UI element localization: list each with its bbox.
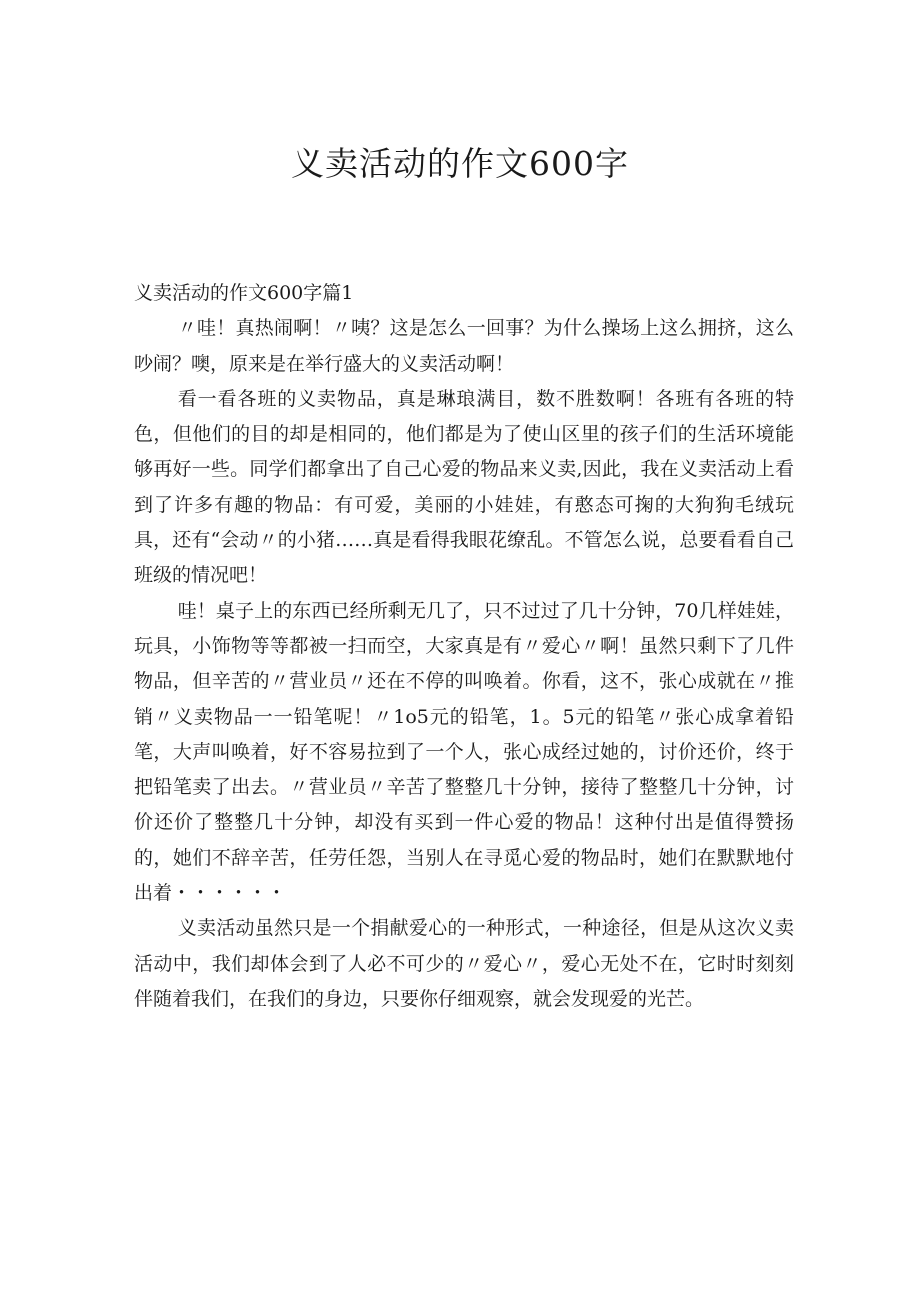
paragraph-1: 〃哇！真热闹啊！〃咦？这是怎么一回事？为什么操场上这么拥挤，这么吵闹？噢，原来是在举行盛大的义卖活动啊！ xyxy=(134,317,794,375)
paragraph-3: 哇！桌子上的东西已经所剩无几了，只不过过了几十分钟，70几样娃娃，玩具，小饰物等等都被一扫而空，大家真是有〃爱心〃啊！虽然只剩下了几件物品，但辛苦的〃营业员〃还在不停的叫唤着。你看，这不，张心成就在〃推销〃义卖物品一一铅笔呢！〃1o5元的铅笔，1。5元的铅笔〃张心成拿着铅笔，大声叫唤着，好不容易拉到了一个人，张心成经过她的，讨价还价，终于把铅笔卖了出去。〃营业员〃辛苦了整整几十分钟，接待了整整几十分钟，讨价还价了整整几十分钟，却没有买到一件心爱的物品！这种付出是值得赞扬的，她们不辞辛苦，任劳任怨，当别人在寻觅心爱的物品时，她们在默默地付出着・・・・・・ xyxy=(134,599,794,905)
paragraph-2: 看一看各班的义卖物品，真是琳琅满目，数不胜数啊！各班有各班的特色，但他们的目的却是相同的，他们都是为了使山区里的孩子们的生活环境能够再好一些。同学们都拿出了自己心爱的物品来义卖,因此，我在义卖活动上看到了许多有趣的物品：有可爱，美丽的小娃娃，有憨态可掬的大狗狗毛绒玩具，还有“会动〃的小猪……真是看得我眼花缭乱。不管怎么说，总要看看自己班级的情况吧！ xyxy=(134,387,794,587)
section-heading: 义卖活动的作文600字篇1 xyxy=(134,282,354,304)
document-body xyxy=(134,276,794,1017)
paragraph-4: 义卖活动虽然只是一个捐献爱心的一种形式，一种途径，但是从这次义卖活动中，我们却体会到了人必不可少的〃爱心〃，爱心无处不在，它时时刻刻伴随着我们，在我们的身边，只要你仔细观察，就会发现爱的光芒。 xyxy=(134,917,794,1010)
document-title: 义卖活动的作文600字 xyxy=(291,144,629,183)
